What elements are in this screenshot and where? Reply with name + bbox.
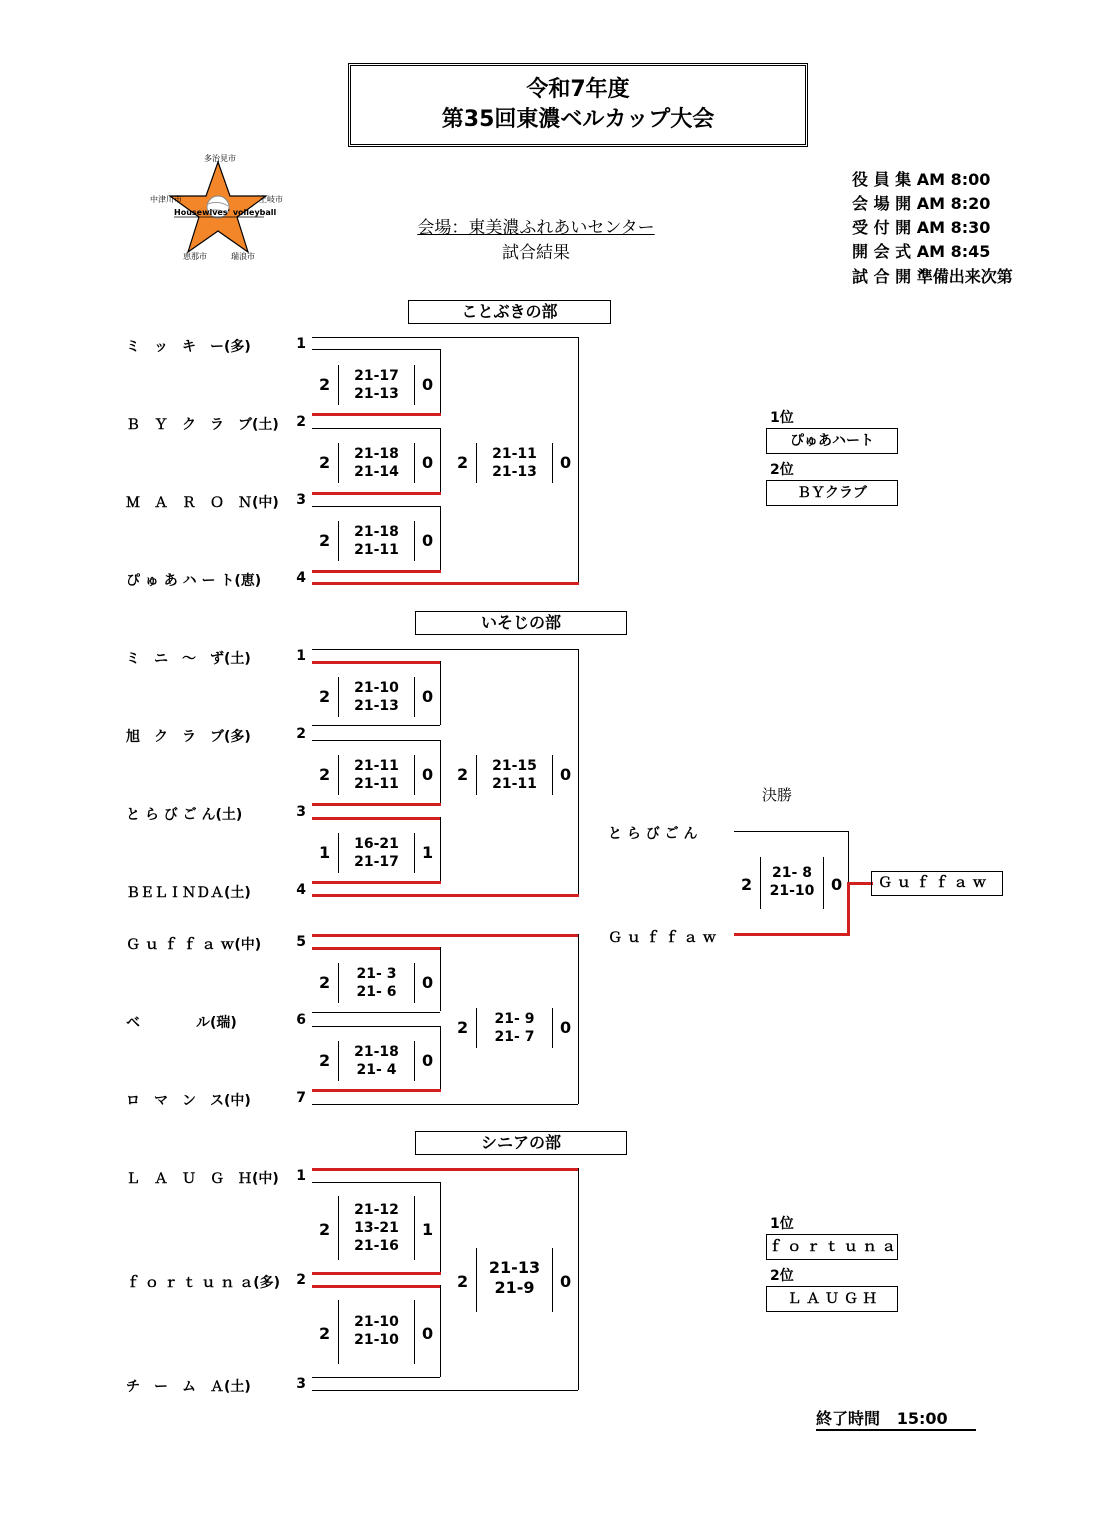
schedule-time: AM 8:20 — [916, 194, 991, 213]
rank-label: 2位 — [770, 462, 794, 478]
winner-line — [312, 1285, 441, 1288]
end-time-label: 終了時間 — [816, 1409, 881, 1428]
score-right: 0 — [422, 687, 434, 706]
score-right: 0 — [560, 1272, 572, 1291]
score-right: 0 — [422, 453, 434, 472]
second-place: ＢＹクラブ — [766, 480, 898, 506]
venue: 会場：東美濃ふれあいセンター — [417, 218, 655, 238]
schedule-time: AM 8:45 — [916, 242, 991, 261]
end-time-value: 15:00 — [896, 1409, 948, 1428]
team-name: 旭 ク ラ ブ(多) 2 — [126, 726, 306, 745]
set-scores: 21- 8 21-10 — [760, 857, 824, 909]
bracket-line — [440, 661, 441, 725]
team-name: Ｂ Ｙ ク ラ ブ(土) 2 — [126, 414, 306, 433]
team-name: Ｍ Ａ Ｒ Ｏ Ｎ(中) 3 — [126, 492, 306, 511]
winner-line — [847, 882, 873, 885]
winner-line — [312, 413, 441, 416]
set-scores: 21-12 13-21 21-16 — [338, 1196, 415, 1260]
score-left: 2 — [741, 875, 753, 894]
bracket-line — [312, 428, 440, 429]
score-left: 2 — [319, 1051, 331, 1070]
score-right: 0 — [560, 453, 572, 472]
score-right: 0 — [422, 973, 434, 992]
logo-band: Housewives' volleyball — [174, 208, 277, 217]
winner-line — [312, 1168, 579, 1171]
team-name: ミ ッ キ ー(多) 1 — [126, 336, 306, 355]
set-scores: 21-11 21-11 — [338, 755, 415, 795]
bracket-line — [578, 1168, 579, 1390]
schedule-label: 開 会 式 — [852, 242, 912, 261]
section-title-senior: シニアの部 — [415, 1131, 627, 1155]
score-left: 2 — [319, 1324, 331, 1343]
bracket-line — [848, 831, 849, 883]
final-team-bottom: Ｇ ｕ ｆ ｆ ａ ｗ — [608, 930, 717, 946]
logo-city-left: 中津川市 — [150, 195, 182, 204]
bracket-line — [312, 1104, 578, 1105]
winner-line — [734, 933, 850, 936]
team-name: チ ー ム Ａ(土) 3 — [126, 1376, 306, 1395]
bracket-line — [312, 349, 440, 350]
winner-line — [312, 661, 441, 664]
score-left: 1 — [319, 843, 331, 862]
set-scores: 16-21 21-17 — [338, 833, 415, 873]
schedule-row — [852, 264, 1013, 287]
final-label: 決勝 — [762, 786, 793, 804]
score-right: 0 — [560, 765, 572, 784]
bracket-line — [312, 725, 440, 726]
winner-line — [312, 1089, 441, 1092]
score-left: 2 — [457, 1018, 469, 1037]
bracket-line — [312, 1377, 440, 1378]
team-name: ベ ル(瑞) 6 — [126, 1012, 306, 1031]
score-right: 1 — [422, 843, 434, 862]
score-right: 0 — [422, 375, 434, 394]
score-left: 2 — [457, 453, 469, 472]
set-scores: 21-10 21-13 — [338, 677, 415, 717]
score-right: 0 — [560, 1018, 572, 1037]
winner-line — [312, 582, 579, 585]
score-left: 2 — [319, 453, 331, 472]
first-place: ｆ ｏ ｒ ｔ ｕ ｎ ａ — [766, 1234, 898, 1260]
bracket-line — [440, 1285, 441, 1377]
team-name: ミ ニ ～ ず(土) 1 — [126, 648, 306, 667]
winner-line — [312, 570, 441, 573]
logo-city-right: 土岐市 — [259, 195, 283, 204]
team-name: ＢＥＬＩＮＤＡ(土) 4 — [126, 882, 306, 901]
winner-line — [312, 1272, 441, 1275]
set-scores: 21-13 21-9 — [476, 1248, 553, 1312]
winner-line — [312, 947, 441, 950]
bracket-line — [312, 506, 440, 507]
logo-city-top: 多治見市 — [204, 154, 236, 163]
logo-city-bottom-left: 恵那市 — [183, 252, 207, 261]
bracket-line — [440, 817, 441, 881]
bracket-line — [312, 1026, 440, 1027]
set-scores: 21-18 21-14 — [338, 443, 415, 483]
schedule-row — [852, 167, 990, 190]
score-left: 2 — [457, 1272, 469, 1291]
bracket-line — [312, 649, 578, 650]
score-right: 0 — [831, 875, 843, 894]
title-year: 令和7年度 — [526, 77, 630, 102]
rank-label: 1位 — [770, 1216, 794, 1232]
bracket-line — [312, 1390, 578, 1391]
schedule-label: 試 合 開 — [852, 267, 912, 286]
set-scores: 21- 9 21- 7 — [476, 1008, 553, 1048]
team-name: ｆ ｏ ｒ ｔ ｕ ｎ ａ(多) 2 — [126, 1272, 306, 1291]
winner-line — [847, 883, 850, 936]
score-left: 2 — [319, 973, 331, 992]
bracket-line — [312, 740, 440, 741]
champion-box: Ｇ ｕ ｆ ｆ ａ ｗ — [871, 871, 1003, 896]
winner-line — [312, 881, 441, 884]
schedule-time: AM 8:30 — [916, 218, 991, 237]
winner-line — [312, 817, 441, 820]
bracket-line — [312, 1012, 440, 1013]
score-left: 2 — [319, 765, 331, 784]
winner-line — [312, 492, 441, 495]
team-name: と ら び ご ん(土) 3 — [126, 804, 306, 823]
bracket-line — [734, 831, 848, 832]
bracket-line — [440, 428, 441, 492]
title-event: 第35回東濃ベルカップ大会 — [441, 107, 715, 132]
set-scores: 21-15 21-11 — [476, 755, 553, 795]
title-box — [348, 63, 808, 147]
score-left: 2 — [457, 765, 469, 784]
team-name: ロ マ ン ス(中) 7 — [126, 1090, 306, 1109]
score-left: 2 — [319, 1220, 331, 1239]
section-title-isoji: いそじの部 — [415, 611, 627, 635]
rank-label: 1位 — [770, 410, 794, 426]
bracket-line — [440, 506, 441, 570]
set-scores: 21- 3 21- 6 — [338, 963, 415, 1003]
schedule-row — [852, 239, 990, 262]
end-time-row — [816, 1406, 976, 1431]
schedule-label: 役 員 集 — [852, 170, 912, 189]
logo-city-bottom-right: 瑞浪市 — [231, 252, 255, 261]
schedule-label: 受 付 開 — [852, 218, 912, 237]
bracket-line — [440, 740, 441, 804]
second-place: Ｌ Ａ Ｕ Ｇ Ｈ — [766, 1286, 898, 1312]
score-left: 2 — [319, 375, 331, 394]
set-scores: 21-10 21-10 — [338, 1300, 415, 1364]
bracket-line — [440, 947, 441, 1011]
schedule-row — [852, 191, 990, 214]
winner-line — [312, 803, 441, 806]
score-right: 1 — [422, 1220, 434, 1239]
set-scores: 21-18 21-11 — [338, 521, 415, 561]
bracket-line — [578, 649, 579, 895]
bracket-line — [440, 349, 441, 413]
rank-label: 2位 — [770, 1268, 794, 1284]
score-right: 0 — [422, 1324, 434, 1343]
score-right: 0 — [422, 765, 434, 784]
score-left: 2 — [319, 687, 331, 706]
bracket-line — [440, 1182, 441, 1272]
bracket-line — [578, 337, 579, 584]
set-scores: 21-18 21- 4 — [338, 1041, 415, 1081]
schedule-label: 会 場 開 — [852, 194, 912, 213]
final-team-top: と ら び ご ん — [608, 826, 698, 842]
team-name: Ｌ Ａ Ｕ Ｇ Ｈ(中) 1 — [126, 1168, 306, 1187]
set-scores: 21-11 21-13 — [476, 443, 553, 483]
logo — [146, 150, 286, 265]
schedule-time: 準備出来次第 — [916, 267, 1013, 286]
bracket-line — [312, 1182, 440, 1183]
set-scores: 21-17 21-13 — [338, 365, 415, 405]
bracket-line — [440, 1026, 441, 1090]
winner-line — [312, 894, 579, 897]
score-left: 2 — [319, 531, 331, 550]
score-right: 0 — [422, 531, 434, 550]
results-label: 試合結果 — [502, 243, 570, 263]
section-title-kotobuki: ことぶきの部 — [408, 300, 611, 324]
bracket-line — [578, 934, 579, 1104]
score-right: 0 — [422, 1051, 434, 1070]
schedule-time: AM 8:00 — [916, 170, 991, 189]
team-name: ぴ ゅ あ ハ ー ト(恵) 4 — [126, 570, 306, 589]
schedule-row — [852, 215, 990, 238]
bracket-line — [312, 337, 578, 338]
winner-line — [312, 934, 579, 937]
team-name: Ｇ ｕ ｆ ｆ ａ ｗ(中) 5 — [126, 934, 306, 953]
first-place: ぴゅあハート — [766, 428, 898, 454]
